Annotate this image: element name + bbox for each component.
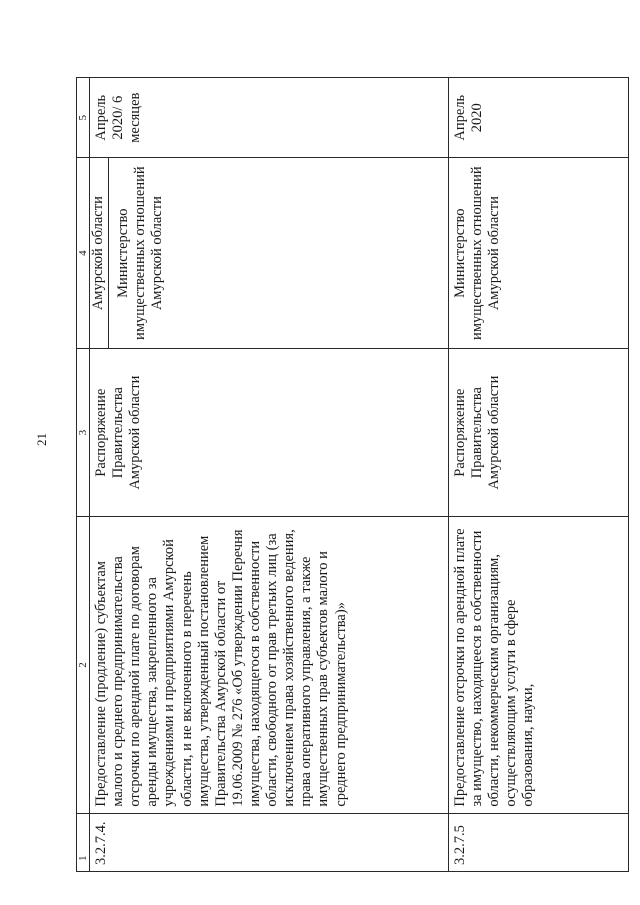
column-number-1: 1 (77, 813, 90, 871)
measure-description: Предоставление (продление) субъектам малого и среднего предпринимательства отсрочки по арендной плате по договорам аренды имущества, закрепленного за учреждениями и предприятиями Амурской области, и не включенного в перечень имущества, утвержденный постановлением Правительства Амурской области от 19.06.2009 № 276 «Об утверждении Перечня имущества, находящегося в собственности области, свободного от прав третьих лиц (за исключением права хозяйственного ведения, права оперативного управления, а также имущественных прав субъектов малого и среднего предпринимательства)» (90, 517, 449, 813)
rotated-table-wrapper (76, 77, 629, 872)
deadline: Апрель 2020 (449, 78, 629, 158)
column-number-row (77, 78, 90, 872)
responsible-continuation: Амурской области (90, 158, 109, 348)
measure-description: Предоставление отсрочки по арендной плате за имущество, находящееся в собственности области, некоммерческим организациям, осуществляющим услуги в сфере образования, науки, (449, 517, 629, 813)
responsible-cell (90, 158, 449, 349)
table-row (90, 78, 449, 872)
responsible-executor: Министерство имущественных отношений Амурской области (449, 158, 629, 349)
document-type: Распоряжение Правительства Амурской области (90, 348, 449, 516)
document-type: Распоряжение Правительства Амурской области (449, 348, 629, 516)
row-number: 3.2.7.4. (90, 813, 449, 871)
column-number-3: 3 (77, 348, 90, 516)
measures-table (76, 77, 629, 872)
column-number-2: 2 (77, 517, 90, 813)
table-row (449, 78, 629, 872)
responsible-executor: Министерство имущественных отношений Амурской области (115, 166, 166, 340)
deadline: Апрель 2020/ 6 месяцев (90, 78, 449, 158)
column-number-4: 4 (77, 158, 90, 349)
row-number: 3.2.7.5 (449, 813, 629, 871)
page-number: 21 (34, 433, 49, 446)
column-number-5: 5 (77, 78, 90, 158)
